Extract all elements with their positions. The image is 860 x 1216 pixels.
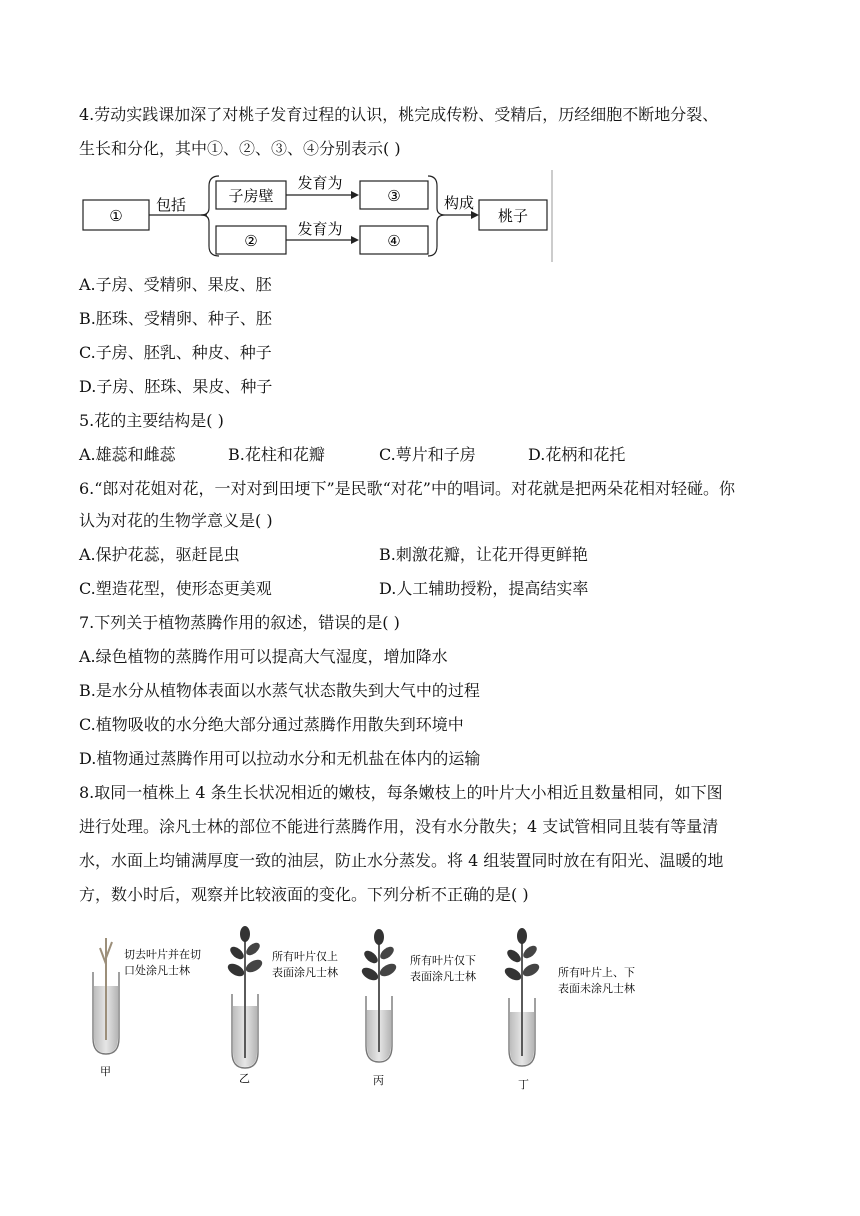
leaf-icon [378, 944, 396, 961]
ding-note-line1: 所有叶片上、下 [558, 966, 635, 979]
yi-label: 乙 [239, 1072, 250, 1085]
leaf-icon [244, 940, 262, 957]
q4-option-a: A.子房、受精卵、果皮、胚 [79, 275, 272, 294]
q5-option-c: C.萼片和子房 [379, 445, 476, 464]
jia-label: 甲 [100, 1065, 111, 1078]
leaf-icon [360, 965, 381, 983]
diagram-box-1: ① [109, 207, 123, 225]
q5-option-a: A.雄蕊和雌蕊 [79, 445, 176, 464]
q7-option-c: C.植物吸收的水分绝大部分通过蒸腾作用散失到环境中 [79, 715, 464, 734]
leaf-icon [244, 957, 265, 975]
q5-option-b: B.花柱和花瓣 [228, 445, 325, 464]
jia-note-line1: 切去叶片并在切 [124, 948, 201, 961]
leaf-icon [521, 943, 539, 960]
q7-option-d: D.植物通过蒸腾作用可以拉动水分和无机盐在体内的运输 [79, 749, 481, 768]
leaf-icon [240, 926, 250, 942]
q7-option-b: B.是水分从植物体表面以水蒸气状态散失到大气中的过程 [79, 681, 480, 700]
diagram-ovary-wall: 子房壁 [228, 187, 274, 205]
diagram-box-4: ④ [387, 232, 401, 250]
q8-stem-line3: 水，水面上均铺满厚度一致的油层，防止水分蒸发。将 4 组装置同时放在有阳光、温暖的地 [79, 851, 724, 870]
test-tube-bing [360, 929, 399, 1062]
test-tube-yi [226, 926, 265, 1068]
q5-option-d: D.花柄和花托 [528, 445, 626, 464]
leaf-icon [378, 961, 399, 979]
diagram-box-2: ② [244, 232, 258, 250]
q5-stem: 5.花的主要结构是( ) [79, 411, 224, 430]
ding-label: 丁 [518, 1078, 529, 1091]
q6-option-a: A.保护花蕊，驱赶昆虫 [79, 545, 240, 564]
leaf-icon [374, 929, 384, 945]
q4-stem-line1: 4.劳动实践课加深了对桃子发育过程的认识，桃完成传粉、受精后，历经细胞不断地分裂、 [79, 105, 719, 124]
q6-stem-line1: 6.“郎对花姐对花，一对对到田埂下”是民歌“对花”中的唱词。对花就是把两朵花相对轻碰。你 [79, 479, 735, 498]
q6-option-c: C.塑造花型，使形态更美观 [79, 579, 272, 598]
right-brace [428, 176, 445, 256]
leaf-icon [226, 961, 247, 979]
q6-option-d: D.人工辅助授粉，提高结实率 [379, 579, 589, 598]
q6-stem-line2: 认为对花的生物学意义是( ) [79, 511, 273, 530]
leaf-icon [228, 944, 246, 961]
q8-stem-line2: 进行处理。涂凡士林的部位不能进行蒸腾作用，没有水分散失；4 支试管相同且装有等量清 [79, 817, 719, 836]
diagram-develop-label-1: 发育为 [297, 174, 343, 192]
q4-option-b: B.胚珠、受精卵、种子、胚 [79, 309, 272, 328]
leaf-icon [503, 965, 524, 983]
diagram-peach: 桃子 [497, 207, 529, 225]
yi-note-line2: 表面涂凡士林 [272, 966, 338, 979]
bing-note-line1: 所有叶片仅下 [410, 954, 476, 967]
bing-note-line2: 表面涂凡士林 [410, 970, 476, 983]
diagram-develop-label-2: 发育为 [297, 220, 343, 238]
leaf-icon [505, 947, 523, 964]
leaf-icon [517, 928, 527, 944]
diagram-include-label: 包括 [155, 196, 187, 214]
test-tube-ding [503, 928, 542, 1066]
test-tube-jia [93, 938, 119, 1054]
q4-stem-line2: 生长和分化，其中①、②、③、④分别表示( ) [79, 139, 401, 158]
q6-option-b: B.刺激花瓣，让花开得更鲜艳 [379, 545, 588, 564]
jia-note-line2: 口处涂凡士林 [124, 964, 190, 977]
peach-development-diagram [79, 168, 555, 264]
q8-stem-line1: 8.取同一植株上 4 条生长状况相近的嫩枝，每条嫩枝上的叶片大小相近且数量相同，如下图 [79, 783, 723, 802]
q4-option-d: D.子房、胚珠、果皮、种子 [79, 377, 273, 396]
q7-option-a: A.绿色植物的蒸腾作用可以提高大气湿度，增加降水 [79, 647, 448, 666]
diagram-compose-label: 构成 [443, 194, 475, 212]
leaf-icon [362, 948, 380, 965]
q4-option-c: C.子房、胚乳、种皮、种子 [79, 343, 272, 362]
q8-stem-line4: 方，数小时后，观察并比较液面的变化。下列分析不正确的是( ) [79, 885, 529, 904]
ding-note-line2: 表面未涂凡士林 [558, 982, 635, 995]
bing-label: 丙 [373, 1074, 384, 1087]
leaf-icon [521, 961, 542, 979]
diagram-box-3: ③ [387, 187, 401, 205]
q7-stem: 7.下列关于植物蒸腾作用的叙述，错误的是( ) [79, 613, 400, 632]
yi-note-line1: 所有叶片仅上 [272, 950, 338, 963]
transpiration-experiment-figure [80, 920, 680, 1100]
